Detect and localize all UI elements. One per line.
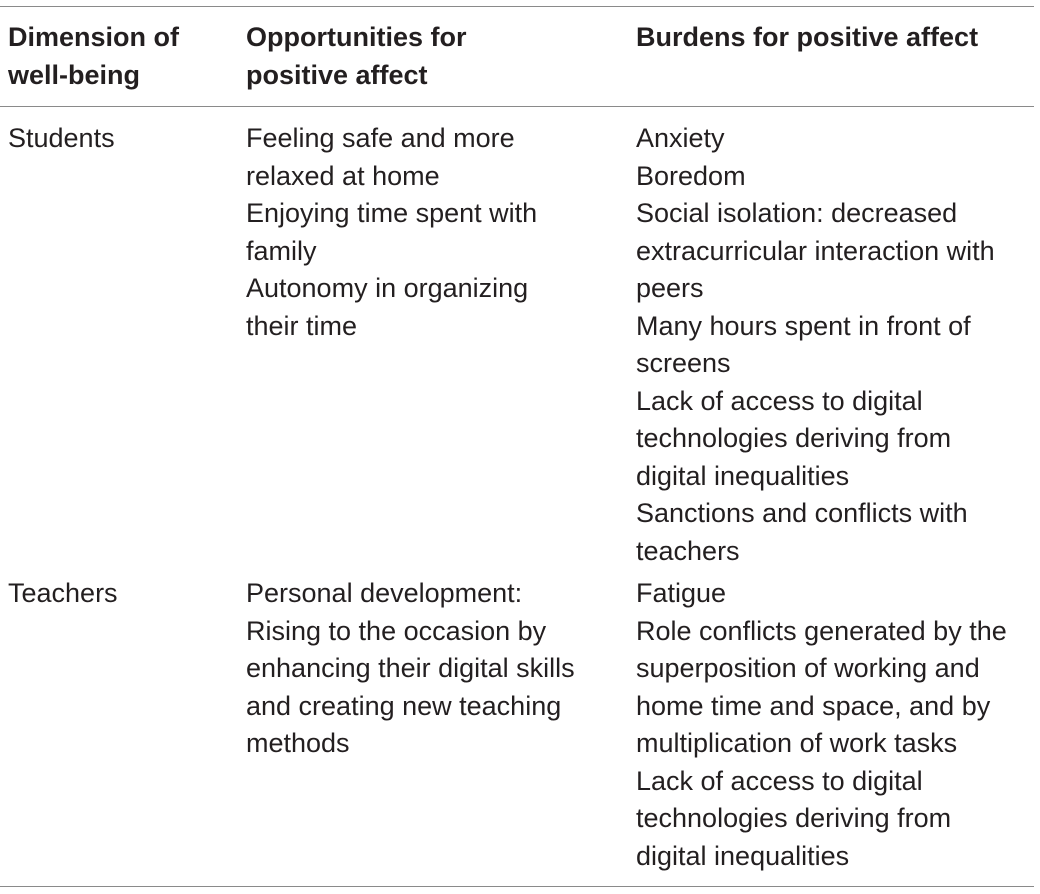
burden-line: technologies deriving from	[636, 803, 952, 833]
opportunity-line: relaxed at home	[246, 160, 440, 191]
opportunity-line: Feeling safe and more	[246, 123, 515, 153]
table-row-students-burdens	[636, 120, 1036, 570]
burden-line: Sanctions and conflicts with	[636, 498, 968, 528]
burden-line: Many hours spent in front of	[636, 310, 971, 341]
table-bottom-rule	[0, 886, 1034, 887]
table-row-teachers-opportunities	[246, 575, 616, 763]
dimension-label: Students	[8, 123, 115, 153]
header-dimension-line: Dimension of	[8, 22, 180, 52]
header-burdens	[636, 19, 1036, 57]
burden-line: home time and space, and by	[636, 690, 991, 721]
burden-line: Lack of access to digital	[636, 385, 923, 416]
burden-line: Role conflicts generated by the	[636, 615, 1007, 646]
table-top-rule	[0, 6, 1034, 7]
burden-line: multiplication of work tasks	[636, 728, 958, 758]
burden-line: Anxiety	[636, 123, 725, 153]
header-burdens-line: Burdens for positive affect	[636, 22, 979, 52]
burden-line: digital inequalities	[636, 840, 850, 871]
burden-line: Lack of access to digital	[636, 765, 923, 796]
burden-line: Fatigue	[636, 578, 727, 608]
table-row-teachers-dimension	[8, 575, 228, 613]
opportunity-line: Rising to the occasion by	[246, 615, 547, 646]
table-row-teachers-burdens	[636, 575, 1036, 875]
burden-line: Boredom	[636, 160, 746, 191]
dimension-label: Teachers	[8, 578, 118, 608]
opportunity-line: enhancing their digital skills	[246, 653, 575, 683]
header-dimension	[8, 19, 228, 94]
burden-line: peers	[636, 273, 704, 303]
burden-line: digital inequalities	[636, 460, 850, 491]
burden-line: teachers	[636, 535, 740, 566]
burden-line: Social isolation: decreased	[636, 198, 958, 228]
table-header-rule	[0, 106, 1034, 107]
opportunity-line: Autonomy in organizing	[246, 273, 529, 303]
opportunity-line: their time	[246, 310, 358, 341]
header-opportunities	[246, 19, 616, 94]
table-row-students-opportunities	[246, 120, 616, 345]
burden-line: superposition of working and	[636, 653, 980, 683]
header-dimension-line: well-being	[8, 59, 141, 90]
opportunity-line: family	[246, 235, 317, 266]
burden-line: screens	[636, 348, 731, 378]
opportunity-line: Enjoying time spent with	[246, 198, 538, 228]
burden-line: extracurricular interaction with	[636, 235, 995, 266]
header-opportunities-line: positive affect	[246, 59, 428, 90]
table-row-students-dimension	[8, 120, 228, 158]
burden-line: technologies deriving from	[636, 423, 952, 453]
opportunity-line: methods	[246, 728, 350, 758]
opportunity-line: and creating new teaching	[246, 690, 562, 721]
opportunity-line: Personal development:	[246, 578, 523, 608]
header-opportunities-line: Opportunities for	[246, 22, 467, 52]
